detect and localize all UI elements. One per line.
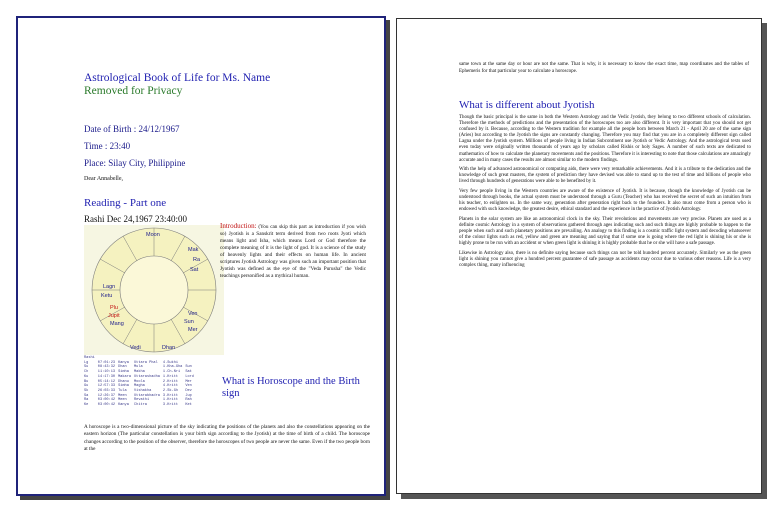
intro-lead: Introduction: <box>220 222 257 230</box>
chart-label-sat: Sat <box>190 267 199 273</box>
table-cell: Gu <box>84 384 89 389</box>
chart-label-mer: Mer <box>188 327 198 333</box>
document-page-left <box>16 16 386 496</box>
table-cell: 03:00:42 <box>97 398 116 403</box>
table-cell: Uttarabhadra <box>134 393 160 398</box>
chart-label-sun: Sun <box>184 319 194 325</box>
table-cell: Ku <box>84 374 89 379</box>
table-cell: Magha <box>134 384 145 389</box>
table-cell: Bu <box>84 379 89 384</box>
table-cell: Rah <box>185 398 192 403</box>
table-cell: Jup <box>185 393 192 398</box>
table-cell: 11:10:13 <box>97 370 116 375</box>
chart-label-vedi: Vedi <box>130 345 141 351</box>
body-paragraph-3: Very few people living in the Western countries are aware of the existence of Jyotish. It is because, though the knowledge of Jyotish can be understood through books, the actual system must be understood through a Guru (Teacher) who has received the secret of such an intuition from his teacher, to enlighten us. In the same way, generation after generation right back to the founders. It also must come from a person who is endowed with such knowledge, the greatest desire, ethical standard and the experience in the practice of Jyotish Astrology. <box>459 189 751 213</box>
planet-positions-table <box>84 356 224 416</box>
table-cell: Sun <box>185 365 192 370</box>
time-of-birth: Time : 23:40 <box>84 141 131 151</box>
chart-label-ven: Ven <box>188 311 198 317</box>
rashi-chart <box>84 225 224 355</box>
chart-label-ketu: Ketu <box>101 293 113 299</box>
introduction-paragraph <box>220 223 366 280</box>
table-cell: 07:01:23 <box>97 360 116 365</box>
table-cell: Dev <box>185 388 192 393</box>
table-cell: Mer <box>185 379 192 384</box>
table-cell: 03:00:42 <box>97 403 116 408</box>
table-cell: 26:03:33 <box>97 388 116 393</box>
table-cell: Kanya <box>118 403 129 408</box>
body-paragraph-1: Though the basic principal is the same in both the Western Astrology and the Vedic Jyotish, they belong to two different schools of calculation. Therefore the methods of predictions and the presentation of the horoscopes too are also different. It is very important that you should not get confused by it. Because, according to the Western tradition for example all the people born between March 21 - April 20 are of the same sign (Aries) but according to the Jyotish the signs are constantly changing. Therefore you may find that you are in a completely different sign called Lagna under the Jyotish system. Millions of people living in Indian Subcontinent use Jyotish or Vedic Astrology. And the astrological texts used even today were originally written thousands of years ago by scholars called Rishis or holy Sages. A number of such texts are dedicated to mathematics of how to calculate the planetary movements and the positions. Therefore it is interesting to note that those calculations are amazingly accurate and in many cases the results are almost similar to the modern findings. <box>459 115 751 163</box>
table-cell: 05:14:12 <box>97 379 116 384</box>
table-cell: Uttarashadha <box>134 374 160 379</box>
table-cell: 12:26:37 <box>97 393 116 398</box>
document-page-right <box>396 18 762 494</box>
table-cell: Moola <box>134 379 145 384</box>
table-cell: Simha <box>118 370 129 375</box>
place-of-birth: Place: Silay City, Philippine <box>84 158 186 168</box>
continued-paragraph: same town at the same day or hour are not the same. That is why, it is necessary to know the exact time, map coordinates and the tables of Ephemeris for that particular year to calculate a horoscope. <box>459 62 749 74</box>
body-paragraph-5: Likewise in Astrology also, there is no definite saying because such things can not be told hundred percent accurately. Similarly we as the green light is shining you cannot give a hundred percent guarantee of safe passage as accidents may occur due to various other reasons. Life is a very complex thing, many influencing <box>459 250 751 269</box>
chart-heading: Rashi Dec 24,1967 23:40:00 <box>84 214 187 224</box>
title-line-2: Removed for Privacy <box>84 85 183 97</box>
table-cell: Revathi <box>134 398 150 403</box>
table-cell: Uttara Phal <box>134 360 158 365</box>
table-cell: Dhan <box>118 365 127 370</box>
chart-label-plu: Plu <box>110 305 118 311</box>
table-cell: 1.Kritt <box>162 374 179 379</box>
horoscope-heading: What is Horoscope and the Birth sign <box>222 376 360 399</box>
birth-details <box>84 124 185 169</box>
table-cell: 4.Kritt <box>162 384 179 389</box>
chart-label-mak: Mak <box>188 247 199 253</box>
chart-label-jupit: Jupit <box>108 313 120 319</box>
table-cell: 08:43:32 <box>97 365 116 370</box>
table-cell: 1.Ch-Nri <box>162 370 181 375</box>
chart-label-lagn: Lagn <box>103 284 116 290</box>
table-cell: Lg <box>84 360 89 365</box>
table-row <box>84 403 197 408</box>
page-title <box>84 72 364 98</box>
table-cell: Dhanu <box>118 379 129 384</box>
intro-text: (You can skip this part as introduction if you wish so) Jyotish is a Sanskrit term derived from two roots Jyoti which means light and Isha, which means Lord or God therefore the complete meaning of it is the light of god. It is a science of the study of heavenly lights and their effects on human life. In ancient scriptures Jyotish Astrology was given such an important position that Jyotish was defined as the eye of the "Veda Purusha" the Vedic teachings personified as a mythical human. <box>220 224 366 279</box>
table-cell: 2.Kritt <box>162 379 179 384</box>
jyotish-heading: What is different about Jyotish <box>459 99 595 111</box>
table-cell: Vishakha <box>134 388 152 393</box>
body-paragraph-4: Planets in the solar system are like an astronomical clock in the sky. Their revolutions and movements are very precise. Planets are used as a definite cosmic Astrology in a system of observations gathered through ages indicating such and such things are highly probable to happen to the people when such and such planetary positions are prevailing. An analogy to this finding is a cosmic traffic light system and decoding whatsoever of the colour lights such as red, yellow and green are meaning and saying that if some one is going where the red light is shining his or she is highly prone to be run with an accident or when green light is shining it is highly probable that he or she will have a safe passage. <box>459 216 751 247</box>
table-cell: 1.Kha-Gha <box>162 365 183 370</box>
salutation: Dear Annabelle, <box>84 176 123 182</box>
chart-label-dhan: Dhan <box>162 345 176 351</box>
chart-label-ra: Ra <box>193 257 201 263</box>
table-cell: Mula <box>134 365 143 370</box>
body-paragraph-2: With the help of advanced astronomical or computing aids, there were very remarkable achievements. And it is a tribute to the dedication and the knowledge of such great masters, the system of prediction they have devised was able to stand up to the test of time and billions of people who lived through hundreds of generations were able to be benefited by it. <box>459 167 751 185</box>
table-cell: Rashi <box>84 356 95 360</box>
chart-label-moon: Moon <box>146 232 160 238</box>
title-line-1: Astrological Book of Life for Ms. Name <box>84 72 271 84</box>
table-cell: Simha <box>118 384 129 389</box>
table-cell: Sat <box>185 370 192 375</box>
table-cell: 4.Sukhi <box>162 360 179 365</box>
table-cell: Ra <box>84 398 89 403</box>
section-heading: Reading - Part one <box>84 197 167 209</box>
table-cell: Meen <box>118 398 127 403</box>
table-cell: Ch <box>84 370 89 375</box>
table-cell: Kanya <box>118 360 129 365</box>
table-cell: Su <box>84 365 89 370</box>
table-cell: 1.Kritt <box>162 398 179 403</box>
table-cell: Sk <box>84 388 89 393</box>
horoscope-paragraph: A horoscope is a two-dimensional picture of the sky indicating the positions of the planets and also the constellations appearing on the eastern horizon (The particular constellation is your birth sign according to the Jyotish) at the time of birth of a child. The horoscope changes according to the position of the observer, therefore the horoscopes of two people are never the same. Even if the two people born at the <box>84 424 370 453</box>
table-cell: Sa <box>84 393 89 398</box>
table-cell: 3.Kritt <box>162 403 179 408</box>
table-cell: Tula <box>118 388 127 393</box>
table-cell: Ven <box>185 384 192 389</box>
table-cell: 3.Kritt <box>162 393 179 398</box>
chart-label-mang: Mang <box>110 321 124 327</box>
table-cell: Ket <box>185 403 192 408</box>
table-cell: Lord <box>185 374 194 379</box>
table-cell: Meen <box>118 393 127 398</box>
table-cell: Ke <box>84 403 89 408</box>
table-cell: Chitra <box>134 403 147 408</box>
table-cell: 2.Sk-Gh <box>162 388 179 393</box>
table-cell: 14:17:30 <box>97 374 116 379</box>
table-cell: Makara <box>118 374 132 379</box>
table-cell: Makha <box>134 370 145 375</box>
jyotish-body <box>459 115 751 273</box>
table-cell: 12:57:33 <box>97 384 116 389</box>
date-of-birth: Date of Birth : 24/12/1967 <box>84 124 180 134</box>
